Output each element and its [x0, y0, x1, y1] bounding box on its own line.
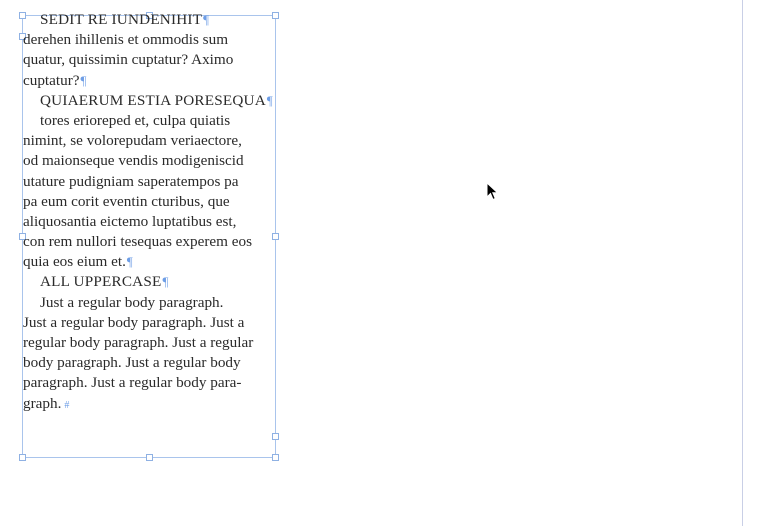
text-line: pa eum corit eventin cturibus, que: [23, 192, 230, 210]
handle-bottom-center[interactable]: [146, 454, 153, 461]
text-line: graph. #: [23, 394, 70, 412]
pilcrow-icon: ¶: [80, 72, 87, 88]
text-line: tores erioreped et, culpa quiatis: [40, 111, 231, 129]
text-line: aliquosantia eictemo luptatibus est,: [23, 212, 237, 230]
text-line: paragraph. Just a regular body para-: [23, 374, 242, 392]
text-line: con rem nullori tesequas experem eos: [23, 233, 252, 251]
pilcrow-icon: ¶: [203, 12, 210, 27]
handle-bottom-left[interactable]: [19, 454, 26, 461]
text-line: ALL UPPERCASE¶: [40, 273, 169, 291]
pilcrow-icon: ¶: [126, 254, 133, 270]
text-line: cuptatur?¶: [23, 71, 87, 89]
text-line: body paragraph. Just a regular body: [23, 354, 241, 372]
text-line: Just a regular body paragraph. Just a: [23, 313, 245, 331]
end-of-story-icon: #: [64, 399, 70, 411]
text-line: QUIAERUM ESTIA PORESEQUA¶: [40, 91, 273, 109]
handle-out-port[interactable]: [272, 433, 279, 440]
text-line: od maionseque vendis modigeniscid: [23, 152, 244, 170]
text-line: quatur, quissimin cuptatur? Aximo: [23, 51, 234, 69]
text-line: derehen ihillenis et ommodis sum: [23, 31, 229, 49]
handle-bottom-right[interactable]: [272, 454, 279, 461]
page-edge-guide: [742, 0, 743, 526]
text-line: Just a regular body paragraph.: [40, 293, 224, 311]
text-line: quia eos eium et.¶: [23, 253, 133, 271]
text-line: SEDIT RE IUNDENIHIT¶: [40, 11, 210, 28]
text-line: regular body paragraph. Just a regular: [23, 334, 254, 351]
pilcrow-icon: ¶: [162, 274, 169, 290]
text-flow[interactable]: [23, 10, 279, 414]
text-line: utature pudigniam saperatempos pa: [23, 172, 239, 190]
arrow-cursor-icon: [486, 182, 500, 202]
pilcrow-icon: ¶: [266, 92, 273, 108]
text-line: nimint, se volorepudam veriaectore,: [23, 132, 242, 150]
